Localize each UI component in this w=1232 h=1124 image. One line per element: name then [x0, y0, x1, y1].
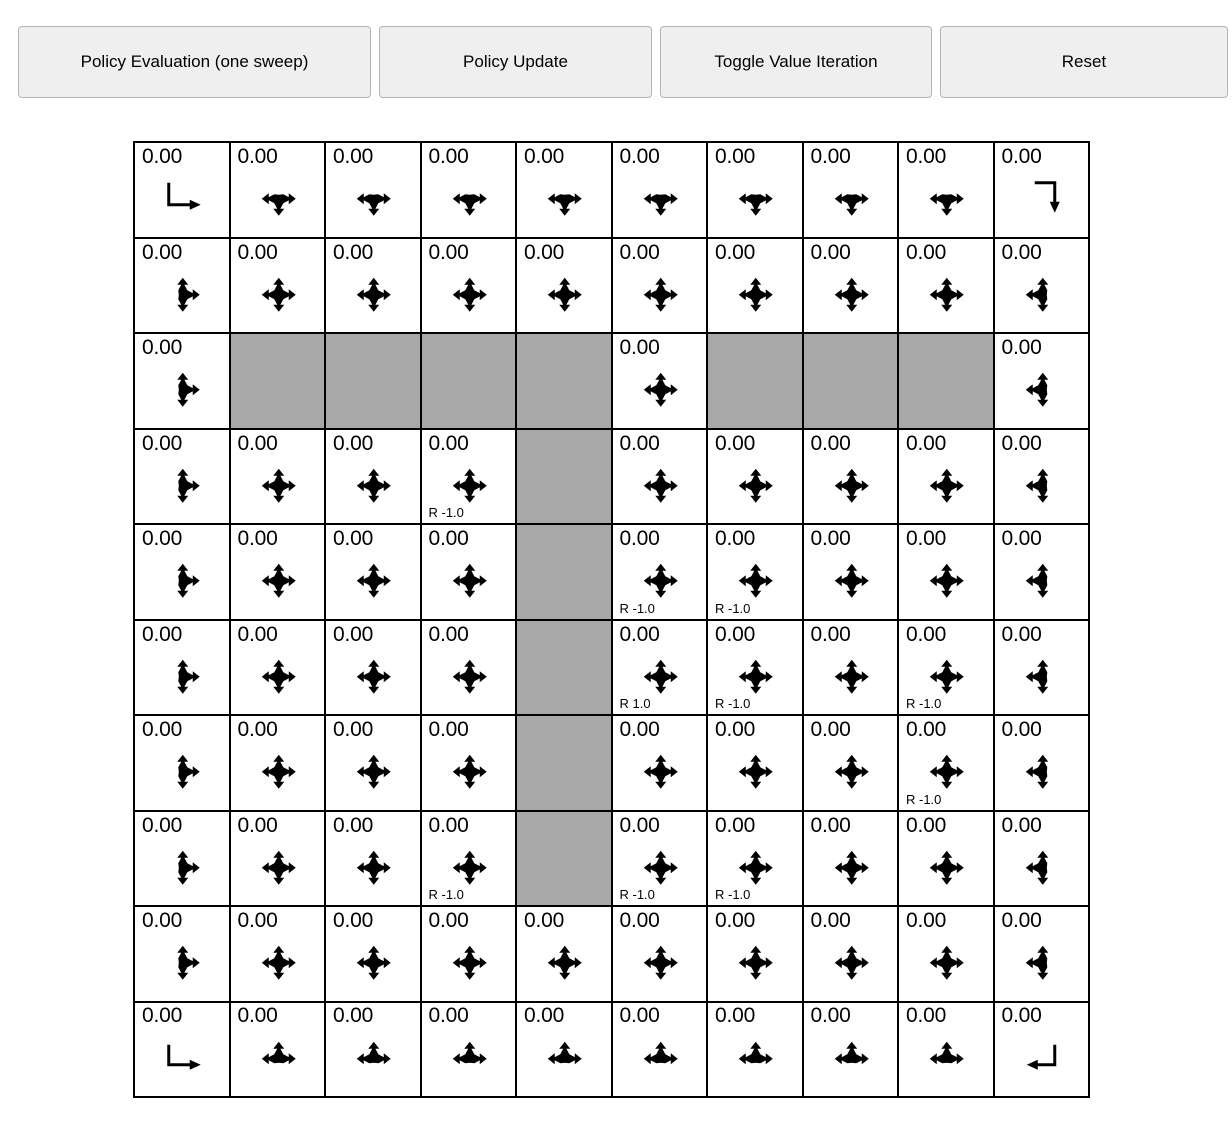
cell-value: 0.00	[810, 909, 851, 932]
grid-cell[interactable]	[135, 239, 231, 335]
grid-cell[interactable]	[326, 239, 422, 335]
cell-value: 0.00	[619, 909, 660, 932]
grid-cell[interactable]	[422, 239, 518, 335]
grid-cell[interactable]	[422, 525, 518, 621]
cell-value: 0.00	[619, 813, 660, 837]
cell-value: 0.00	[715, 431, 756, 455]
cell-value: 0.00	[333, 622, 374, 646]
cell-value: 0.00	[524, 240, 565, 264]
grid-cell[interactable]	[326, 430, 422, 526]
cell-value: 0.00	[619, 145, 660, 168]
grid-cell[interactable]	[135, 907, 231, 1003]
grid-cell[interactable]	[231, 907, 327, 1003]
grid-cell-wall[interactable]	[231, 334, 327, 430]
grid-cell[interactable]	[135, 525, 231, 621]
cell-reward: R -1.0	[715, 600, 751, 616]
cell-value: 0.00	[619, 431, 660, 455]
grid-cell[interactable]	[422, 430, 518, 526]
cell-value: 0.00	[333, 527, 374, 550]
cell-value: 0.00	[810, 431, 851, 455]
cell-value: 0.00	[810, 240, 851, 264]
cell-value: 0.00	[142, 431, 183, 455]
grid-cell-wall[interactable]	[422, 334, 518, 430]
cell-reward: R -1.0	[715, 696, 751, 711]
cell-value: 0.00	[142, 1003, 183, 1027]
grid-cell[interactable]	[517, 143, 613, 239]
grid-cell[interactable]	[708, 716, 804, 812]
grid-cell[interactable]	[135, 143, 231, 239]
grid-cell-wall[interactable]	[517, 621, 613, 717]
grid-cell[interactable]	[804, 239, 900, 335]
cell-value: 0.00	[1001, 527, 1042, 550]
cell-value: 0.00	[906, 718, 947, 741]
grid-cell[interactable]	[231, 239, 327, 335]
grid-cell-wall[interactable]	[326, 334, 422, 430]
grid-cell[interactable]	[135, 812, 231, 908]
grid-cell[interactable]	[517, 907, 613, 1003]
grid-cell[interactable]	[231, 143, 327, 239]
cell-value: 0.00	[524, 145, 565, 168]
cell-value: 0.00	[906, 431, 947, 455]
cell-value: 0.00	[237, 431, 278, 455]
cell-value: 0.00	[1001, 813, 1042, 837]
cell-value: 0.00	[810, 813, 851, 837]
grid-cell[interactable]	[326, 143, 422, 239]
cell-value: 0.00	[333, 431, 374, 455]
reset-button[interactable]: Reset	[940, 26, 1228, 98]
grid-cell[interactable]	[899, 1003, 995, 1099]
cell-value: 0.00	[1001, 145, 1042, 168]
cell-value: 0.00	[810, 718, 851, 741]
cell-value: 0.00	[810, 145, 851, 168]
grid-cell[interactable]	[613, 239, 709, 335]
grid-cell[interactable]	[995, 525, 1091, 621]
cell-value: 0.00	[906, 240, 947, 264]
grid-cell-wall[interactable]	[517, 716, 613, 812]
cell-value: 0.00	[715, 813, 756, 837]
grid-cell[interactable]	[613, 621, 709, 717]
grid-cell[interactable]	[804, 525, 900, 621]
cell-value: 0.00	[1001, 431, 1042, 455]
cell-value: 0.00	[237, 909, 278, 932]
cell-value: 0.00	[142, 909, 183, 932]
grid-cell[interactable]	[899, 812, 995, 908]
cell-value: 0.00	[715, 718, 756, 741]
grid-cell[interactable]	[326, 907, 422, 1003]
cell-value: 0.00	[1001, 909, 1042, 932]
cell-reward: R -1.0	[619, 887, 655, 902]
cell-reward: R -1.0	[428, 887, 464, 902]
grid-cell[interactable]	[231, 812, 327, 908]
grid-cell[interactable]	[422, 716, 518, 812]
cell-value: 0.00	[619, 240, 660, 264]
grid-cell[interactable]	[422, 621, 518, 717]
grid-cell[interactable]	[326, 812, 422, 908]
toolbar	[18, 26, 1228, 98]
grid-cell[interactable]	[326, 1003, 422, 1099]
grid-cell[interactable]	[995, 621, 1091, 717]
grid-cell[interactable]	[135, 621, 231, 717]
grid-cell-wall[interactable]	[517, 812, 613, 908]
cell-value: 0.00	[237, 1003, 278, 1027]
cell-value: 0.00	[715, 1003, 756, 1027]
cell-value: 0.00	[333, 718, 374, 741]
grid-cell[interactable]	[613, 907, 709, 1003]
grid-cell[interactable]	[135, 430, 231, 526]
cell-value: 0.00	[619, 622, 660, 646]
grid-cell[interactable]	[326, 525, 422, 621]
cell-value: 0.00	[333, 1003, 374, 1027]
cell-value: 0.00	[237, 622, 278, 646]
grid-cell[interactable]	[804, 1003, 900, 1099]
grid-cell[interactable]	[517, 239, 613, 335]
grid-cell[interactable]	[422, 143, 518, 239]
cell-value: 0.00	[906, 813, 947, 837]
grid-cell[interactable]	[995, 907, 1091, 1003]
grid-cell[interactable]	[995, 334, 1091, 430]
grid-cell[interactable]	[231, 621, 327, 717]
cell-value: 0.00	[619, 527, 660, 550]
grid-cell[interactable]	[231, 430, 327, 526]
grid-cell[interactable]	[899, 430, 995, 526]
cell-reward: R -1.0	[428, 505, 464, 520]
grid-cell[interactable]	[899, 143, 995, 239]
cell-reward: R 1.0	[619, 696, 651, 711]
cell-reward: R -1.0	[906, 696, 942, 711]
gridworld-grid	[133, 141, 1090, 1098]
grid-cell[interactable]	[995, 812, 1091, 908]
cell-value: 0.00	[619, 1003, 660, 1027]
grid-cell[interactable]	[899, 907, 995, 1003]
grid-cell[interactable]	[899, 716, 995, 812]
grid-cell[interactable]	[804, 430, 900, 526]
cell-value: 0.00	[715, 909, 756, 932]
grid-cell[interactable]	[804, 621, 900, 717]
cell-value: 0.00	[1001, 1003, 1042, 1027]
grid-cell[interactable]	[804, 143, 900, 239]
grid-cell[interactable]	[613, 525, 709, 621]
grid-cell[interactable]	[708, 525, 804, 621]
cell-reward: R -1.0	[715, 887, 751, 902]
cell-value: 0.00	[237, 240, 278, 264]
grid-cell[interactable]	[708, 430, 804, 526]
grid-cell[interactable]	[135, 716, 231, 812]
cell-value: 0.00	[1001, 336, 1042, 359]
cell-value: 0.00	[906, 909, 947, 932]
grid-cell[interactable]	[708, 143, 804, 239]
cell-value: 0.00	[810, 622, 851, 646]
grid-cell[interactable]	[517, 1003, 613, 1099]
cell-value: 0.00	[1001, 622, 1042, 646]
grid-cell[interactable]	[422, 907, 518, 1003]
grid-cell[interactable]	[708, 239, 804, 335]
cell-value: 0.00	[142, 145, 183, 168]
cell-value: 0.00	[524, 1003, 565, 1027]
cell-value: 0.00	[810, 527, 851, 550]
toggle-value-iteration-button[interactable]: Toggle Value Iteration	[660, 26, 932, 98]
cell-value: 0.00	[906, 145, 947, 168]
cell-value: 0.00	[428, 718, 469, 741]
grid-cell[interactable]	[708, 621, 804, 717]
grid-cell[interactable]	[135, 334, 231, 430]
cell-value: 0.00	[428, 622, 469, 646]
cell-value: 0.00	[428, 527, 469, 550]
cell-value: 0.00	[715, 240, 756, 264]
cell-value: 0.00	[142, 813, 183, 837]
grid-cell-wall[interactable]	[517, 525, 613, 621]
cell-value: 0.00	[906, 527, 947, 550]
cell-value: 0.00	[619, 336, 660, 359]
grid-cell[interactable]	[995, 143, 1091, 239]
cell-value: 0.00	[715, 145, 756, 168]
grid-cell[interactable]	[326, 716, 422, 812]
cell-value: 0.00	[237, 813, 278, 837]
cell-value: 0.00	[333, 813, 374, 837]
grid-cell[interactable]	[231, 525, 327, 621]
policy-evaluation-button[interactable]: Policy Evaluation (one sweep)	[18, 26, 371, 98]
grid-cell[interactable]	[231, 716, 327, 812]
grid-cell[interactable]	[231, 1003, 327, 1099]
cell-value: 0.00	[428, 240, 469, 264]
grid-cell[interactable]	[804, 907, 900, 1003]
cell-value: 0.00	[428, 431, 469, 455]
cell-value: 0.00	[428, 1003, 469, 1027]
cell-value: 0.00	[237, 718, 278, 741]
grid-cell[interactable]	[422, 812, 518, 908]
grid-cell-wall[interactable]	[517, 430, 613, 526]
cell-value: 0.00	[715, 622, 756, 646]
grid-cell[interactable]	[613, 430, 709, 526]
grid-cell[interactable]	[708, 812, 804, 908]
grid-cell[interactable]	[995, 430, 1091, 526]
grid-cell[interactable]	[899, 525, 995, 621]
grid-cell-wall[interactable]	[708, 334, 804, 430]
cell-value: 0.00	[524, 909, 565, 932]
cell-value: 0.00	[428, 813, 469, 837]
cell-value: 0.00	[619, 718, 660, 741]
grid-cell[interactable]	[708, 1003, 804, 1099]
cell-value: 0.00	[906, 622, 947, 646]
cell-value: 0.00	[237, 527, 278, 550]
cell-value: 0.00	[142, 336, 183, 359]
cell-value: 0.00	[428, 909, 469, 932]
grid-cell-wall[interactable]	[899, 334, 995, 430]
cell-value: 0.00	[333, 145, 374, 168]
grid-cell[interactable]	[899, 239, 995, 335]
cell-reward: R -1.0	[906, 791, 942, 807]
cell-value: 0.00	[810, 1003, 851, 1027]
cell-value: 0.00	[715, 527, 756, 550]
grid-cell[interactable]	[995, 716, 1091, 812]
grid-cell[interactable]	[326, 621, 422, 717]
cell-value: 0.00	[1001, 240, 1042, 264]
grid-cell[interactable]	[422, 1003, 518, 1099]
grid-cell[interactable]	[613, 334, 709, 430]
grid-cell-wall[interactable]	[804, 334, 900, 430]
cell-value: 0.00	[237, 145, 278, 168]
grid-cell[interactable]	[708, 907, 804, 1003]
grid-cell-wall[interactable]	[517, 334, 613, 430]
cell-value: 0.00	[142, 527, 183, 550]
grid-cell[interactable]	[613, 812, 709, 908]
grid-cell[interactable]	[613, 1003, 709, 1099]
cell-value: 0.00	[906, 1003, 947, 1027]
cell-reward: R -1.0	[619, 600, 655, 616]
grid-cell[interactable]	[995, 239, 1091, 335]
cell-value: 0.00	[1001, 718, 1042, 741]
gridworld-grid-container	[133, 141, 1090, 1098]
grid-cell[interactable]	[804, 716, 900, 812]
cell-value: 0.00	[142, 718, 183, 741]
grid-cell[interactable]	[613, 143, 709, 239]
cell-value: 0.00	[333, 240, 374, 264]
grid-cell[interactable]	[995, 1003, 1091, 1099]
grid-cell[interactable]	[135, 1003, 231, 1099]
cell-value: 0.00	[142, 240, 183, 264]
policy-update-button[interactable]: Policy Update	[379, 26, 652, 98]
cell-value: 0.00	[142, 622, 183, 646]
grid-cell[interactable]	[804, 812, 900, 908]
grid-cell[interactable]	[613, 716, 709, 812]
cell-value: 0.00	[333, 909, 374, 932]
grid-cell[interactable]	[899, 621, 995, 717]
cell-value: 0.00	[428, 145, 469, 168]
